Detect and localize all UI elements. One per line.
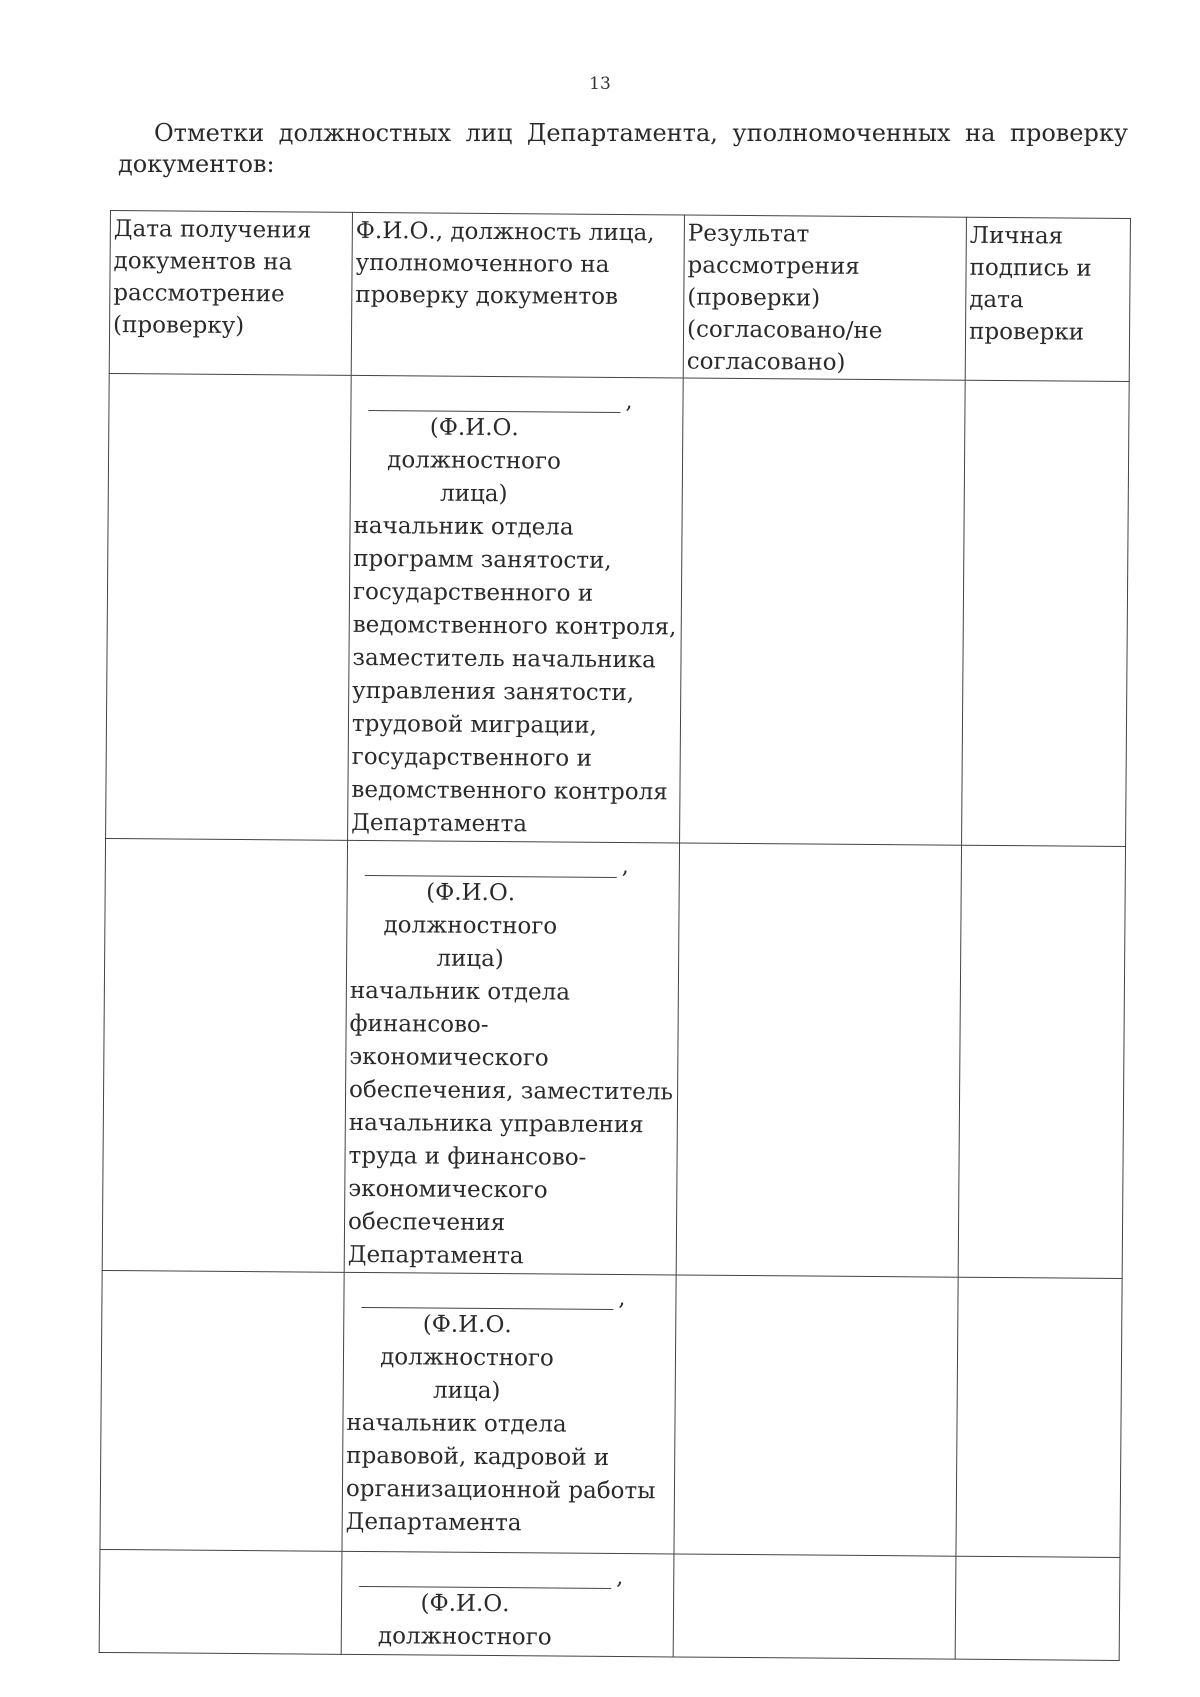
signature-line bbox=[368, 389, 633, 415]
officials-marks-table bbox=[99, 210, 1131, 1661]
review-result-cell bbox=[673, 1554, 956, 1659]
signature-date-cell bbox=[962, 380, 1130, 846]
signature-date-cell bbox=[955, 1556, 1120, 1660]
header-official-name: Ф.И.О., должность лица, уполномоченного на проверку документов bbox=[351, 212, 684, 378]
table-header-row bbox=[109, 211, 1130, 382]
signature-line bbox=[365, 854, 629, 880]
header-signature-date: Личная подпись и дата проверки bbox=[965, 217, 1130, 381]
receipt-date-cell bbox=[99, 1549, 342, 1654]
table-row bbox=[106, 373, 1130, 846]
official-cell bbox=[342, 1272, 676, 1554]
receipt-date-cell bbox=[100, 1270, 344, 1551]
table-row bbox=[102, 838, 1125, 1278]
fio-label: (Ф.И.О. должностного лица) bbox=[380, 1311, 554, 1405]
review-result-cell bbox=[680, 378, 966, 845]
official-position: начальник отдела финансово-экономического обеспечения, заместитель начальника управления труда и финансово-экономического обеспечения Департамента bbox=[347, 977, 674, 1270]
header-receipt-date: Дата получения документов на рассмотрение (проверку) bbox=[109, 211, 352, 376]
marks-table-container bbox=[99, 210, 1130, 1661]
fio-label: (Ф.И.О. должностного лица) bbox=[387, 414, 561, 508]
signature-line bbox=[359, 1565, 624, 1591]
review-result-cell bbox=[676, 843, 961, 1277]
intro-paragraph: Отметки должностных лиц Департамента, уполномоченных на проверку документов: bbox=[118, 119, 1128, 178]
table-row bbox=[100, 1270, 1122, 1557]
official-position: начальник отдела программ занятости, государственного и ведомственного контроля, заместитель начальника управления занятости, трудовой миграции, государственного и ведомственного контроля Департамента bbox=[351, 512, 677, 838]
signature-comma: , bbox=[616, 1565, 624, 1591]
review-result-cell bbox=[674, 1275, 958, 1556]
official-cell bbox=[348, 375, 684, 843]
signature-comma: , bbox=[618, 1286, 626, 1312]
signature-comma: , bbox=[621, 854, 629, 880]
signature-comma: , bbox=[625, 389, 633, 415]
receipt-date-cell bbox=[106, 373, 352, 840]
signature-date-cell bbox=[958, 845, 1125, 1278]
signature-line bbox=[361, 1286, 626, 1312]
official-cell bbox=[341, 1551, 674, 1657]
fio-label: (Ф.И.О. должностного лица) bbox=[383, 879, 558, 973]
fio-label: (Ф.И.О. должностного bbox=[377, 1590, 552, 1651]
page-number: 13 bbox=[589, 74, 611, 94]
official-position: начальник отдела правовой, кадровой и организационной работы Департамента bbox=[345, 1409, 656, 1537]
header-review-result: Результат рассмотрения (проверки) (согласовано/не согласовано) bbox=[683, 215, 966, 380]
receipt-date-cell bbox=[102, 838, 347, 1272]
official-cell bbox=[344, 840, 679, 1275]
table-row bbox=[99, 1549, 1120, 1660]
signature-date-cell bbox=[956, 1277, 1122, 1557]
